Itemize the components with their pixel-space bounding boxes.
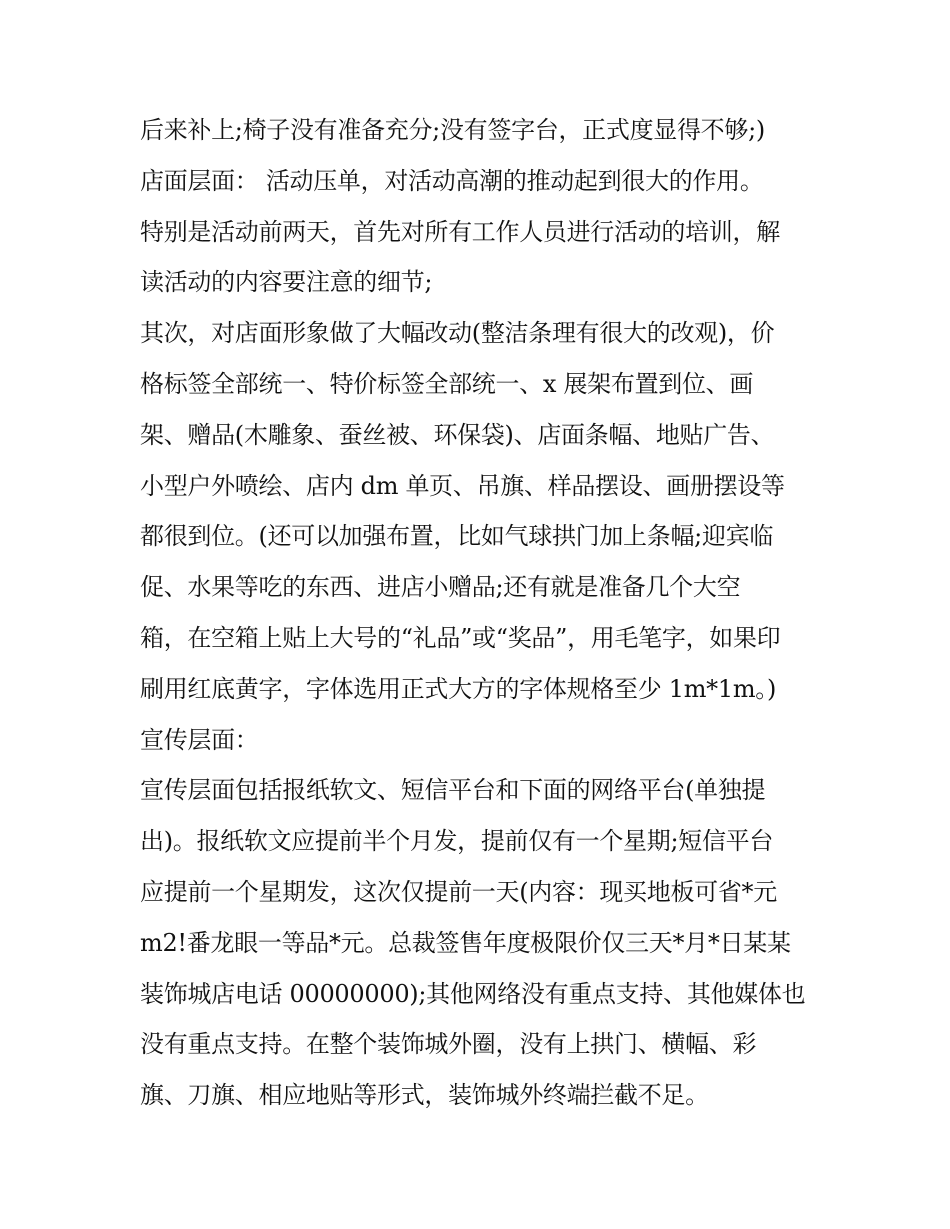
text-line: 特别是活动前两天，首先对所有工作人员进行活动的培训，解 xyxy=(140,217,780,246)
text-line: 刷用红底黄字，字体选用正式大方的字体规格至少 1m*1m。) xyxy=(140,674,777,703)
text-line: 出)。报纸软文应提前半个月发，提前仅有一个星期;短信平台 xyxy=(140,827,774,856)
text-line: 其次，对店面形象做了大幅改动(整洁条理有很大的改观)，价 xyxy=(140,319,775,348)
text-line: 旗、刀旗、相应地贴等形式，装饰城外终端拦截不足。 xyxy=(140,1081,709,1110)
text-line: 格标签全部统一、特价标签全部统一、x 展架布置到位、画 xyxy=(140,369,754,398)
text-line: 装饰城店电话 00000000);其他网络没有重点支持、其他媒体也 xyxy=(140,979,806,1008)
document-body xyxy=(140,105,830,1121)
text-line: 促、水果等吃的东西、进店小赠品;还有就是准备几个大空 xyxy=(140,573,741,602)
text-line: 宣传层面包括报纸软文、短信平台和下面的网络平台(单独提 xyxy=(140,776,766,805)
text-line: 小型户外喷绘、店内 dm 单页、吊旗、样品摆设、画册摆设等 xyxy=(140,471,785,500)
text-line: 没有重点支持。在整个装饰城外圈，没有上拱门、横幅、彩 xyxy=(140,1030,757,1059)
text-line: 箱，在空箱上贴上大号的“礼品”或“奖品”，用毛笔字，如果印 xyxy=(140,623,781,652)
text-line: 架、赠品(木雕象、蚕丝被、环保袋)、店面条幅、地贴广告、 xyxy=(140,420,775,449)
text-line: 都很到位。(还可以加强布置，比如气球拱门加上条幅;迎宾临 xyxy=(140,522,774,551)
section-heading: 宣传层面： xyxy=(140,725,259,754)
text-line: 后来补上;椅子没有准备充分;没有签字台，正式度显得不够;) xyxy=(140,116,765,144)
text-line: 店面层面： 活动压单，对活动高潮的推动起到很大的作用。 xyxy=(140,166,764,195)
text-line: 应提前一个星期发，这次仅提前一天(内容：现买地板可省*元 xyxy=(140,877,777,906)
text-line: 读活动的内容要注意的细节; xyxy=(140,268,433,297)
text-line: m2!番龙眼一等品*元。总裁签售年度极限价仅三天*月*日某某 xyxy=(140,928,791,957)
